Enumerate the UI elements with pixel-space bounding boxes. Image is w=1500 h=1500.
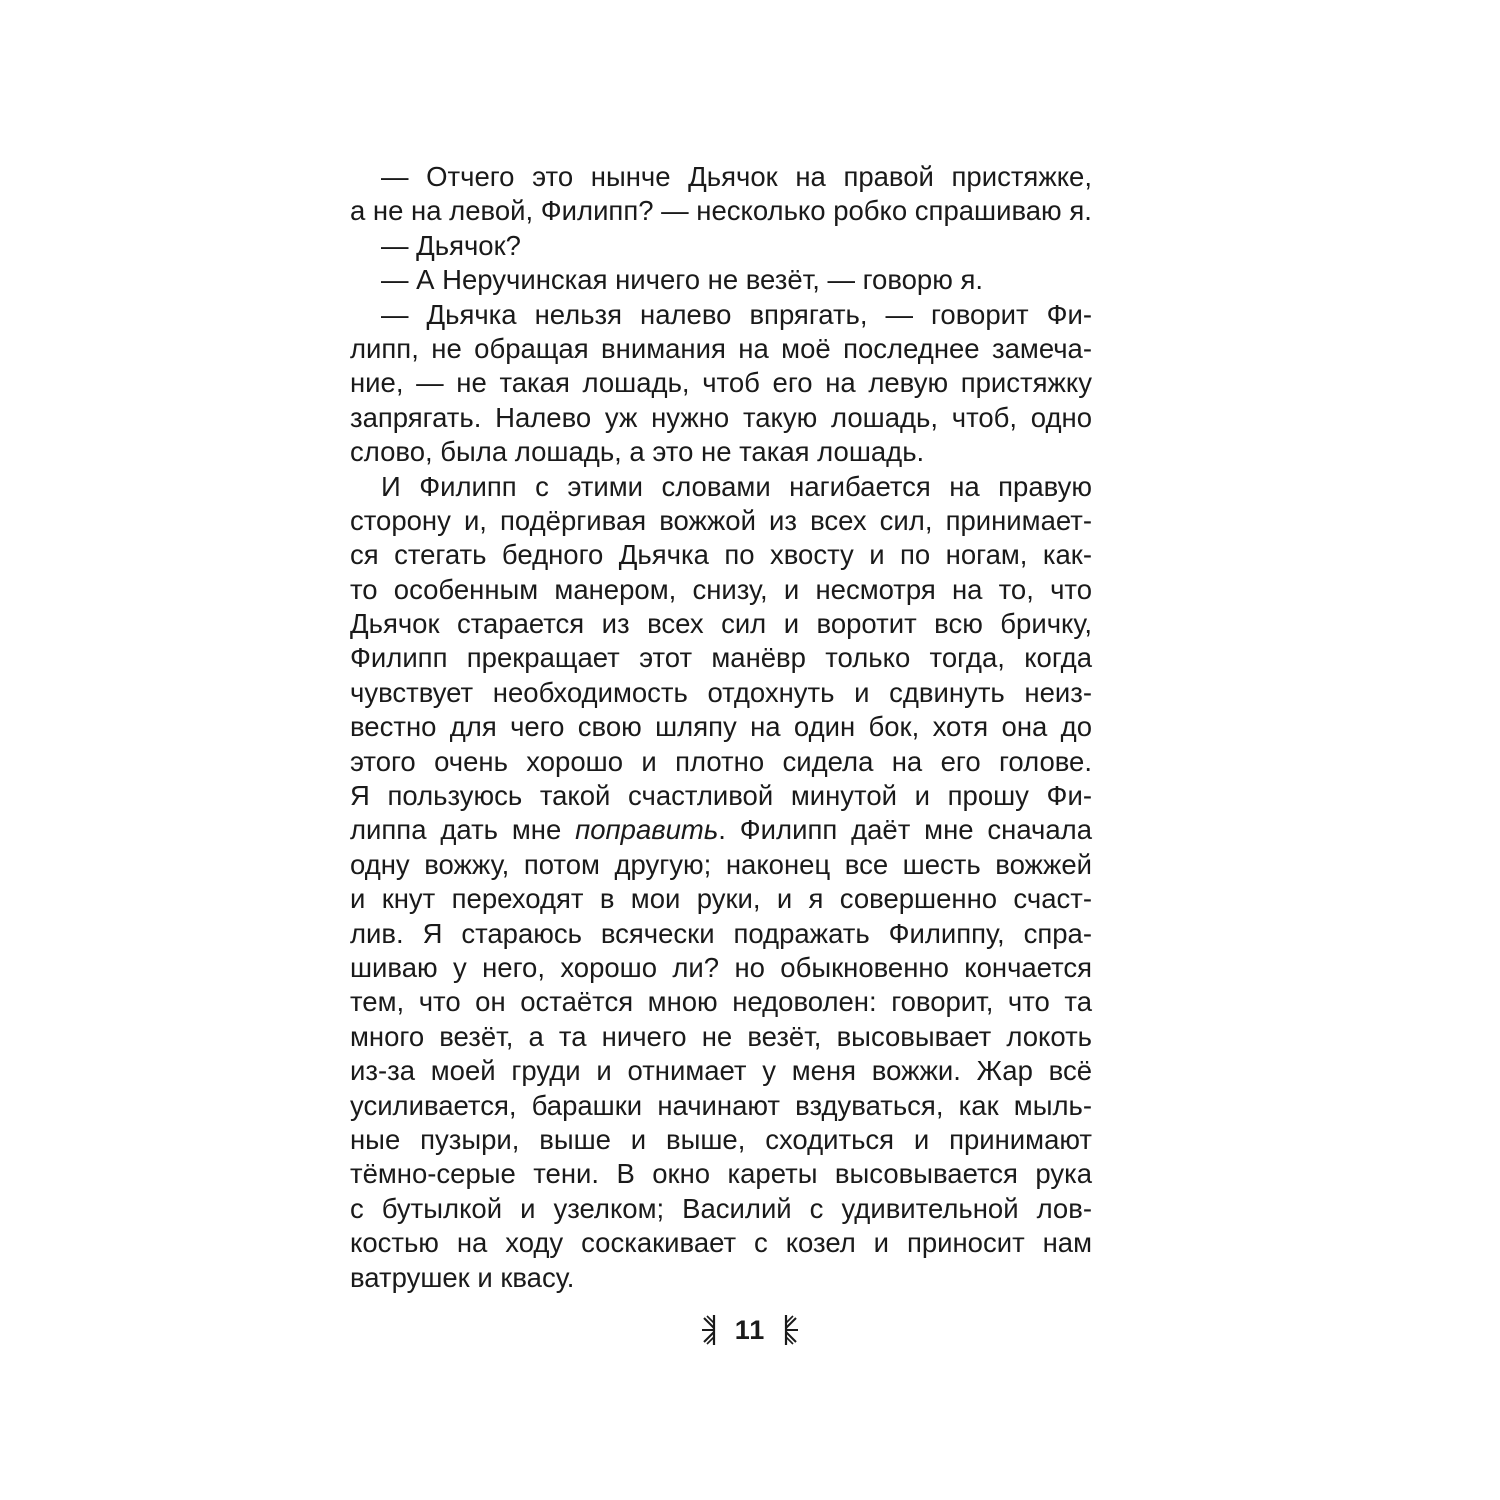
- text-line: ся стегать бедного Дьячка по хвосту и по ногам, как-: [350, 539, 1092, 571]
- text-line: тёмно-серые тени. В окно кареты высовывается рука: [350, 1158, 1092, 1190]
- text-line: ватрушек и квасу.: [350, 1261, 575, 1293]
- text-line: Филипп прекращает этот манёвр только тогда, когда: [350, 642, 1092, 674]
- text-line: — Дьячка нельзя налево впрягать, — говорит Фи-: [381, 298, 1092, 330]
- text-line: липпа дать мне поправить. Филипп даёт мне сначала: [350, 814, 1093, 846]
- text-line: запрягать. Налево уж нужно такую лошадь, чтоб, одно: [350, 401, 1092, 433]
- text-line: Дьячок старается из всех сил и воротит всю бричку,: [350, 608, 1092, 640]
- book-page-text: [350, 160, 1092, 1295]
- text-line: липп, не обращая внимания на моё последнее замеча-: [350, 332, 1092, 364]
- text-line: много везёт, а та ничего не везёт, высовывает локоть: [350, 1020, 1092, 1052]
- text-line: сторону и, подёргивая вожжой из всех сил, принимает-: [350, 504, 1092, 536]
- text-line: то особенным манером, снизу, и несмотря на то, что: [350, 573, 1092, 605]
- text-line: — Дьячок?: [381, 229, 521, 261]
- text-line: Я пользуюсь такой счастливой минутой и прошу Фи-: [350, 780, 1092, 812]
- leaf-ornament-left-icon: [701, 1313, 721, 1347]
- text-line: одну вожжу, потом другую; наконец все шесть вожжей: [350, 848, 1092, 880]
- text-line: лив. Я стараюсь всячески подражать Филиппу, спра-: [350, 917, 1092, 949]
- text-line: ние, — не такая лошадь, чтоб его на левую пристяжку: [350, 367, 1092, 399]
- text-line: тем, что он остаётся мною недоволен: говорит, что та: [350, 986, 1092, 1018]
- emphasized-word: поправить: [575, 814, 719, 846]
- text-line: — Отчего это нынче Дьячок на правой пристяжке,: [381, 161, 1092, 192]
- text-line: а не на левой, Филипп? — несколько робко спрашиваю я.: [350, 195, 1092, 227]
- text-line: ные пузыри, выше и выше, сходиться и принимают: [350, 1123, 1092, 1155]
- text-line: чувствует необходимость отдохнуть и сдвинуть неиз-: [350, 676, 1092, 708]
- text-line: — А Неручинская ничего не везёт, — говорю я.: [381, 264, 984, 296]
- text-line: шиваю у него, хорошо ли? но обыкновенно кончается: [350, 951, 1092, 983]
- page-footer: [0, 1310, 1500, 1350]
- leaf-ornament-right-icon: [779, 1313, 799, 1347]
- text-line: этого очень хорошо и плотно сидела на его голове.: [350, 745, 1092, 777]
- text-line: И Филипп с этими словами нагибается на правую: [381, 470, 1092, 502]
- text-line: и кнут переходят в мои руки, и я совершенно счаст-: [350, 883, 1092, 915]
- text-line: с бутылкой и узелком; Василий с удивительной лов-: [350, 1192, 1092, 1224]
- page-number: 11: [734, 1314, 766, 1345]
- text-line: костью на ходу соскакивает с козел и приносит нам: [350, 1227, 1092, 1259]
- text-line: вестно для чего свою шляпу на один бок, хотя она до: [350, 711, 1092, 743]
- text-line: из-за моей груди и отнимает у меня вожжи. Жар всё: [350, 1055, 1092, 1087]
- text-line: усиливается, барашки начинают вздуваться, как мыль-: [350, 1089, 1092, 1121]
- text-line: слово, была лошадь, а это не такая лошадь.: [350, 436, 925, 468]
